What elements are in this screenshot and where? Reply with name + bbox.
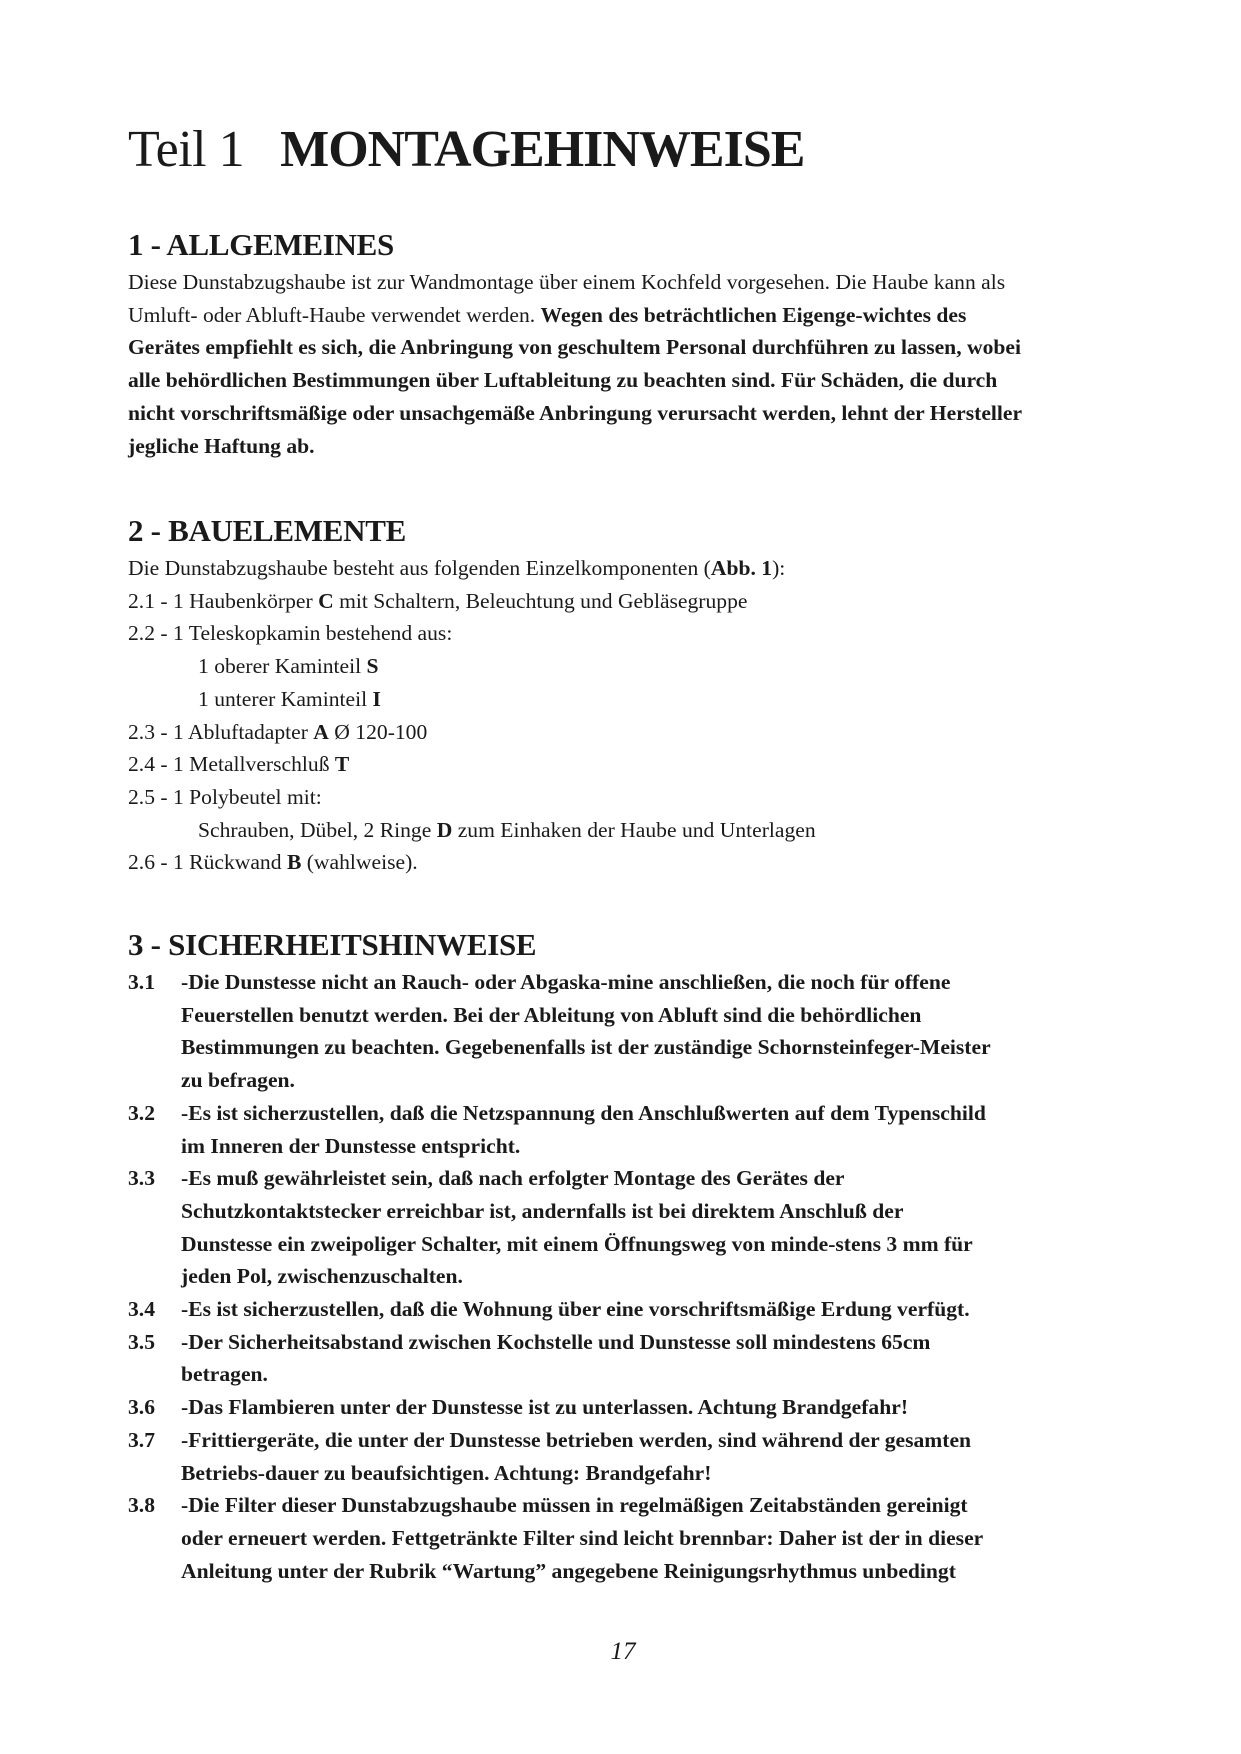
list-item (128, 846, 1118, 879)
intro-text: Die Dunstabzugshaube besteht aus folgenden Einzelkomponenten ( (128, 556, 711, 580)
safety-item-line: Schutzkontaktstecker erreichbar ist, andernfalls ist bei direktem Anschluß der (181, 1198, 904, 1223)
item-rest: (wahlweise). (301, 850, 418, 875)
item-text: 2.1 - 1 Haubenkörper (128, 588, 319, 613)
safety-item (128, 1391, 1118, 1424)
item-number: 3.4 (128, 1297, 155, 1322)
paragraph-line: jegliche Haftung ab. (128, 433, 315, 458)
intro-end: ): (772, 556, 786, 580)
title-main: MONTAGEHINWEISE (280, 121, 805, 178)
item-line: -Es muß gewährleistet sein, daß nach erfolgter Montage des Gerätes der (181, 1166, 845, 1191)
section-heading: 3 - SICHERHEITSHINWEISE (128, 927, 537, 962)
figure-reference: Abb. 1 (710, 556, 773, 580)
item-text: 2.5 - 1 Polybeutel mit: (128, 784, 322, 809)
section-heading: 1 - ALLGEMEINES (128, 227, 394, 262)
list-intro (128, 552, 1118, 585)
safety-item-line: jeden Pol, zwischenzuschalten. (181, 1264, 463, 1289)
item-rest: zum Einhaken der Haube und Unterlagen (452, 817, 816, 842)
item-text: 2.4 - 1 Metallverschluß (128, 752, 335, 777)
item-number: 3.1 (128, 970, 155, 994)
list-item (128, 585, 1118, 618)
section-paragraph (128, 266, 1118, 462)
item-text: Schrauben, Dübel, 2 Ringe (198, 817, 437, 842)
safety-item (128, 1162, 1118, 1195)
paragraph-line: Diese Dunstabzugshaube ist zur Wandmontage über einem Kochfeld vorgesehen. Die Haube kann als (128, 270, 1006, 294)
paragraph-line: Gerätes empfiehlt es sich, die Anbringung von geschultem Personal durchführen zu lassen, wobei (128, 335, 1021, 360)
item-number: 3.7 (128, 1427, 155, 1452)
safety-item (128, 1326, 1118, 1359)
section-bauelemente (128, 512, 1118, 879)
item-line: -Die Dunstesse nicht an Rauch- oder Abgaska-mine anschließen, die noch für offene (181, 970, 951, 994)
safety-item (128, 1424, 1118, 1457)
paragraph-line: nicht vorschriftsmäßige oder unsachgemäße Anbringung verursacht werden, lehnt der Hersteller (128, 400, 1023, 425)
safety-item-line: Betriebs-dauer zu beaufsichtigen. Achtung: Brandgefahr! (181, 1460, 712, 1485)
item-code: I (372, 686, 381, 711)
item-line: -Frittiergeräte, die unter der Dunstesse betrieben werden, sind während der gesamten (181, 1427, 972, 1452)
safety-item (128, 1097, 1118, 1130)
item-text: 2.2 - 1 Teleskopkamin bestehend aus: (128, 621, 453, 646)
list-item (128, 748, 1118, 781)
item-text: 2.3 - 1 Abluftadapter (128, 719, 314, 744)
list-item (128, 617, 1118, 650)
safety-item-line: Bestimmungen zu beachten. Gegebenenfalls ist der zuständige Schornsteinfeger-Meister (181, 1035, 991, 1060)
item-text: 1 oberer Kaminteil (198, 654, 367, 679)
item-code: S (366, 654, 379, 679)
item-code: D (436, 817, 453, 842)
item-line: -Es ist sicherzustellen, daß die Wohnung über eine vorschriftsmäßige Erdung verfügt. (181, 1297, 970, 1322)
safety-item-line: oder erneuert werden. Fettgetränkte Filter sind leicht brennbar: Daher ist der in dieser (181, 1525, 984, 1550)
item-number: 3.3 (128, 1166, 155, 1191)
item-code: C (318, 588, 334, 613)
safety-item-line: zu befragen. (181, 1068, 295, 1093)
safety-item (128, 966, 1118, 999)
title-prefix: Teil 1 (128, 121, 245, 178)
item-number: 3.6 (128, 1395, 155, 1420)
safety-item (128, 1489, 1118, 1522)
section-list (128, 552, 1118, 879)
list-item (128, 716, 1118, 749)
section-sicherheitshinweise (128, 926, 1118, 1587)
paragraph-line: alle behördlichen Bestimmungen über Luftableitung zu beachten sind. Für Schäden, die durch (128, 368, 998, 393)
safety-item-line: Anleitung unter der Rubrik “Wartung” angegebene Reinigungsrhythmus unbedingt (181, 1558, 956, 1583)
item-code: A (313, 719, 329, 744)
item-rest: mit Schaltern, Beleuchtung und Gebläsegruppe (333, 588, 748, 613)
list-subitem (128, 814, 1118, 847)
item-number: 3.8 (128, 1493, 155, 1518)
safety-list (128, 966, 1118, 1587)
line-text-bold: Wegen des beträchtlichen Eigenge-wichtes des (540, 302, 967, 327)
section-heading: 2 - BAUELEMENTE (128, 513, 406, 548)
item-text: 2.6 - 1 Rückwand (128, 850, 287, 875)
safety-item-line: im Inneren der Dunstesse entspricht. (181, 1133, 521, 1158)
safety-item-line: Feuerstellen benutzt werden. Bei der Ableitung von Abluft sind die behördlichen (181, 1002, 922, 1027)
section-allgemeines (128, 226, 1118, 462)
item-code: T (334, 752, 350, 777)
item-text: 1 unterer Kaminteil (198, 686, 373, 711)
item-number: 3.5 (128, 1329, 155, 1354)
item-number: 3.2 (128, 1100, 155, 1125)
safety-item (128, 1293, 1118, 1326)
list-subitem (128, 650, 1118, 683)
safety-item-line: Dunstesse ein zweipoliger Schalter, mit einem Öffnungsweg von minde-stens 3 mm für (181, 1231, 973, 1256)
item-line: -Das Flambieren unter der Dunstesse ist zu unterlassen. Achtung Brandgefahr! (181, 1395, 909, 1420)
line-text: Umluft- oder Abluft-Haube verwendet werden. (128, 302, 536, 327)
item-code: B (286, 850, 302, 875)
list-subitem (128, 683, 1118, 716)
safety-item-line: betragen. (181, 1362, 268, 1387)
item-line: -Die Filter dieser Dunstabzugshaube müssen in regelmäßigen Zeitabständen gereinigt (181, 1493, 968, 1518)
page-number: 17 (610, 1638, 636, 1665)
list-item (128, 781, 1118, 814)
item-line: -Der Sicherheitsabstand zwischen Kochstelle und Dunstesse soll mindestens 65cm (181, 1329, 931, 1354)
page-title (128, 120, 804, 180)
item-rest: Ø 120-100 (328, 719, 428, 744)
item-line: -Es ist sicherzustellen, daß die Netzspannung den Anschlußwerten auf dem Typenschild (181, 1100, 986, 1125)
paragraph-line (128, 299, 1118, 332)
